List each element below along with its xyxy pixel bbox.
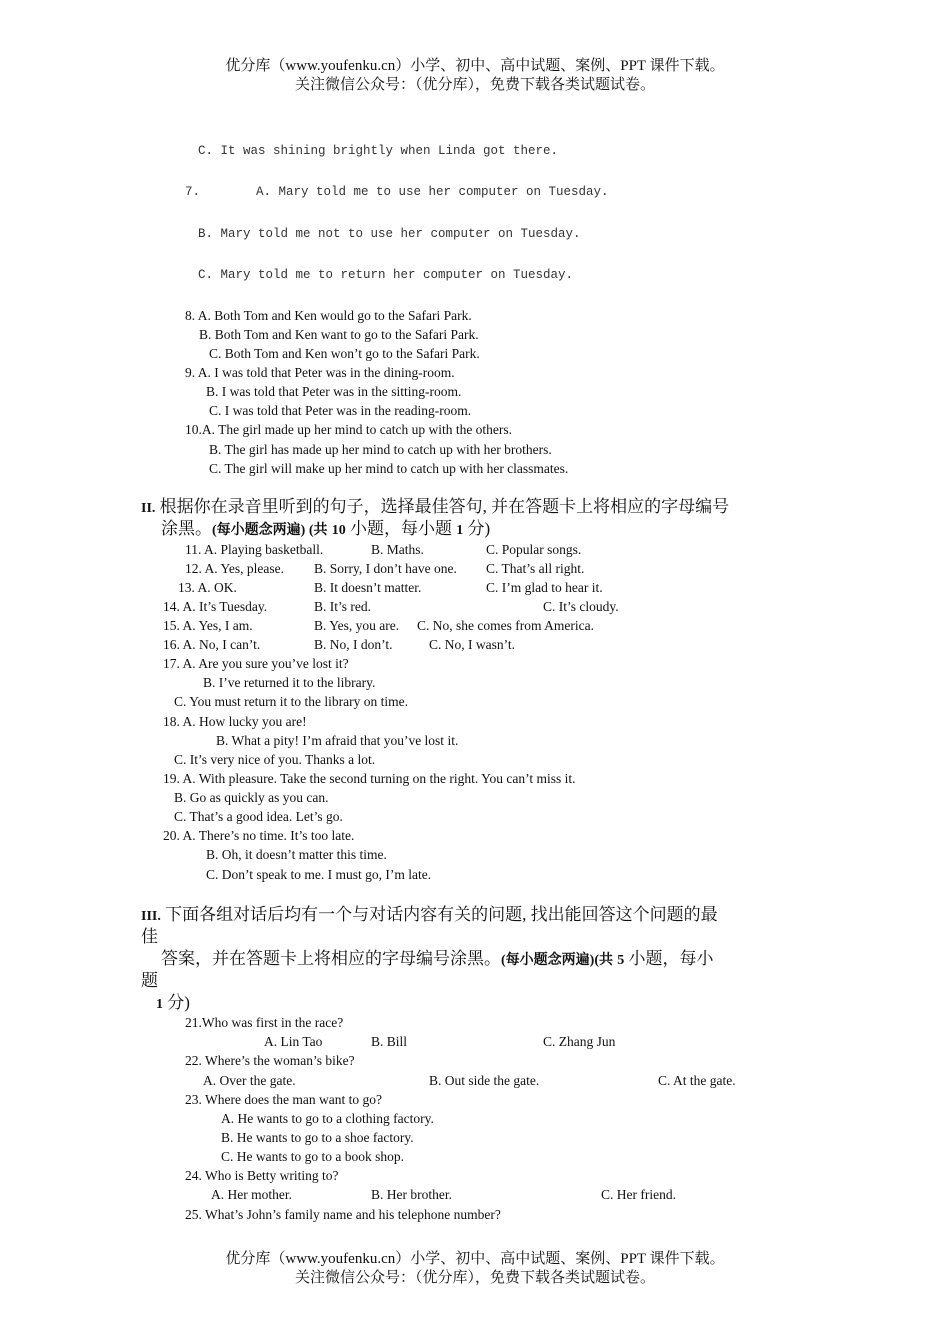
q10-option-b: B. The girl has made up her mind to catch up with her brothers. bbox=[209, 442, 552, 457]
q24-question: 24. Who is Betty writing to? bbox=[185, 1168, 339, 1183]
q20-option-a: 20. A. There’s no time. It’s too late. bbox=[163, 828, 355, 843]
q19-option-b: B. Go as quickly as you can. bbox=[174, 790, 329, 805]
q6-option-c: C. It was shining brightly when Linda got there. bbox=[198, 144, 559, 158]
part3-title-line-3: 1 分) bbox=[156, 993, 190, 1012]
q14-option-b: B. It’s red. bbox=[314, 599, 371, 614]
q11-option-b: B. Maths. bbox=[371, 542, 424, 557]
q24-option-b: B. Her brother. bbox=[371, 1187, 452, 1202]
header-line-1: 优分库（www.youfenku.cn）小学、初中、高中试题、案例、PPT 课件下载。 bbox=[225, 58, 725, 74]
q21-option-c: C. Zhang Jun bbox=[543, 1034, 616, 1049]
q19-option-c: C. That’s a good idea. Let’s go. bbox=[174, 809, 343, 824]
q13-option-c: C. I’m glad to hear it. bbox=[486, 580, 603, 595]
q10-option-a: 10.A. The girl made up her mind to catch up with the others. bbox=[185, 422, 513, 437]
q23-option-a: A. He wants to go to a clothing factory. bbox=[221, 1111, 434, 1126]
q22-option-b: B. Out side the gate. bbox=[429, 1073, 540, 1088]
part2-title-line-1: II. 根据你在录音里听到的句子，选择最佳答句, 并在答题卡上将相应的字母编号 bbox=[141, 497, 730, 516]
q18-option-a: 18. A. How lucky you are! bbox=[163, 714, 307, 729]
q15-option-b: B. Yes, you are. bbox=[314, 618, 400, 633]
q15-option-c: C. No, she comes from America. bbox=[417, 618, 594, 633]
q9-option-b: B. I was told that Peter was in the sitting-room. bbox=[206, 384, 462, 399]
q18-option-c: C. It’s very nice of you. Thanks a lot. bbox=[174, 752, 376, 767]
q24-option-a: A. Her mother. bbox=[211, 1187, 292, 1202]
q24-option-c: C. Her friend. bbox=[601, 1187, 676, 1202]
q16-option-c: C. No, I wasn’t. bbox=[429, 637, 515, 652]
part2-number: II. bbox=[141, 501, 156, 516]
q17-option-b: B. I’ve returned it to the library. bbox=[203, 675, 376, 690]
q12-option-c: C. That’s all right. bbox=[486, 561, 585, 576]
q19-option-a: 19. A. With pleasure. Take the second turning on the right. You can’t miss it. bbox=[163, 771, 576, 786]
q22-question: 22. Where’s the woman’s bike? bbox=[185, 1053, 355, 1068]
q23-option-c: C. He wants to go to a book shop. bbox=[221, 1149, 404, 1164]
q13-option-b: B. It doesn’t matter. bbox=[314, 580, 422, 595]
q23-option-b: B. He wants to go to a shoe factory. bbox=[221, 1130, 414, 1145]
footer-line-1: 优分库（www.youfenku.cn）小学、初中、高中试题、案例、PPT 课件下载。 bbox=[225, 1251, 725, 1267]
q18-option-b: B. What a pity! I’m afraid that you’ve lost it. bbox=[216, 733, 459, 748]
q22-option-c: C. At the gate. bbox=[658, 1073, 736, 1088]
q14-option-a: 14. A. It’s Tuesday. bbox=[163, 599, 268, 614]
q16-option-b: B. No, I don’t. bbox=[314, 637, 393, 652]
q22-option-a: A. Over the gate. bbox=[203, 1073, 296, 1088]
q9-option-c: C. I was told that Peter was in the reading-room. bbox=[209, 403, 472, 418]
q21-option-b: B. Bill bbox=[371, 1034, 408, 1049]
q21-option-a: A. Lin Tao bbox=[264, 1034, 323, 1049]
q8-option-a: 8. A. Both Tom and Ken would go to the Safari Park. bbox=[185, 308, 472, 323]
q17-option-c: C. You must return it to the library on time. bbox=[174, 694, 408, 709]
q16-option-a: 16. A. No, I can’t. bbox=[163, 637, 261, 652]
part3-title-line-2b: 题 bbox=[141, 971, 158, 990]
q10-option-c: C. The girl will make up her mind to catch up with her classmates. bbox=[209, 461, 569, 476]
q7-option-b: B. Mary told me not to use her computer on Tuesday. bbox=[198, 227, 581, 241]
part3-title-line-2: 答案，并在答题卡上将相应的字母编号涂黑。(每小题念两遍)(共 5 小题，每小 bbox=[161, 949, 714, 968]
q12-option-a: 12. A. Yes, please. bbox=[185, 561, 285, 576]
q25-question: 25. What’s John’s family name and his telephone number? bbox=[185, 1207, 501, 1222]
footer-line-2: 关注微信公众号：（优分库），免费下载各类试题试卷。 bbox=[294, 1270, 655, 1286]
q7-option-c: C. Mary told me to return her computer on Tuesday. bbox=[198, 268, 574, 282]
q8-option-c: C. Both Tom and Ken won’t go to the Safari Park. bbox=[209, 346, 480, 361]
q12-option-b: B. Sorry, I don’t have one. bbox=[314, 561, 457, 576]
q20-option-c: C. Don’t speak to me. I must go, I’m late. bbox=[206, 867, 432, 882]
q21-question: 21.Who was first in the race? bbox=[185, 1015, 344, 1030]
q20-option-b: B. Oh, it doesn’t matter this time. bbox=[206, 847, 387, 862]
q13-option-a: 13. A. OK. bbox=[178, 580, 237, 595]
part3-title-line-1: III. 下面各组对话后均有一个与对话内容有关的问题, 找出能回答这个问题的最 bbox=[141, 905, 718, 924]
q11-option-a: 11. A. Playing basketball. bbox=[185, 542, 324, 557]
q7-option-a: A. Mary told me to use her computer on Tuesday. bbox=[256, 185, 609, 199]
q9-option-a: 9. A. I was told that Peter was in the dining-room. bbox=[185, 365, 455, 380]
q11-option-c: C. Popular songs. bbox=[486, 542, 582, 557]
q14-option-c: C. It’s cloudy. bbox=[543, 599, 619, 614]
q15-option-a: 15. A. Yes, I am. bbox=[163, 618, 253, 633]
header-line-2: 关注微信公众号：（优分库），免费下载各类试题试卷。 bbox=[294, 77, 655, 93]
part3-number: III. bbox=[141, 909, 161, 924]
part2-title-line-2: 涂黑。(每小题念两遍) (共 10 小题，每小题 1 分) bbox=[161, 519, 491, 538]
q7-number: 7. bbox=[185, 185, 201, 199]
part3-title-line-1b: 佳 bbox=[141, 927, 158, 946]
q17-option-a: 17. A. Are you sure you’ve lost it? bbox=[163, 656, 349, 671]
q8-option-b: B. Both Tom and Ken want to go to the Safari Park. bbox=[199, 327, 479, 342]
q23-question: 23. Where does the man want to go? bbox=[185, 1092, 382, 1107]
